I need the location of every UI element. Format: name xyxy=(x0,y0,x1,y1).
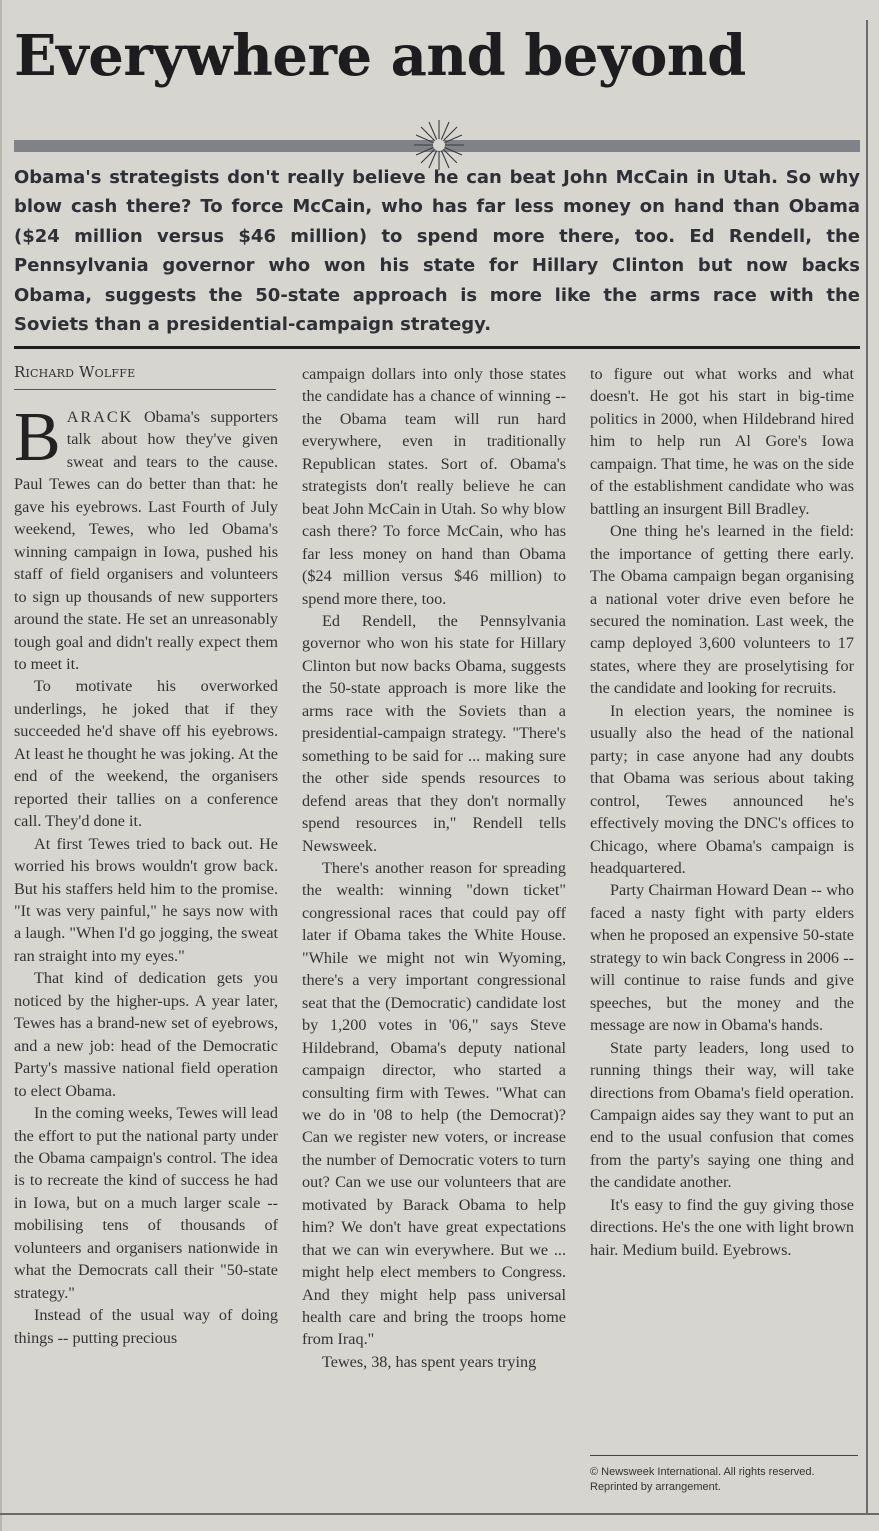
credit-divider xyxy=(590,1455,858,1456)
page-edge xyxy=(0,0,2,1531)
paragraph: Party Chairman Howard Dean -- who faced a nasty fight with party elders when he proposed an expensive 50-state strategy to win back Congress in 2006 -- will continue to raise funds and give speeches, but the money and the message are now in Obama's hands. xyxy=(590,881,854,1035)
paragraph: One thing he's learned in the field: the importance of getting there early. The Obama campaign began organising a national voter drive even before he secured the nomination. Last week, the camp deployed 3,600 volunteers to 17 states, where they are proselytising for the candidate and looking for recruits. xyxy=(590,522,854,698)
column-3 xyxy=(590,363,854,1261)
lead-caps: ARACK xyxy=(66,408,134,426)
byline: Richard Wolffe xyxy=(14,363,136,381)
paragraph-continued: campaign dollars into only those states the candidate has a chance of winning -- the Obama team will run hard everywhere, even in traditionally Republican states. Sort of. Obama's strategists don't really believe he can beat John McCain in Utah. So why blow cash there? To force McCain, who has far less money on hand than Obama ($24 million versus $46 million) to spend more there, too. xyxy=(302,365,566,608)
column-border-right xyxy=(866,20,868,1515)
reprint-line: Reprinted by arrangement. xyxy=(590,1481,721,1493)
paragraph-continued: to figure out what works and what doesn't. He got his start in big-time politics in 2000, when Hildebrand hired him to help run Al Gore's Iowa campaign. That time, he was on the side of the establishment candidate who was battling an insurgent Bill Bradley. xyxy=(590,365,854,518)
lead-paragraph xyxy=(14,399,278,675)
paragraph: In election years, the nominee is usually also the head of the national party; in case anyone had any doubts that Obama was serious about taking control, Tewes announced he's effectively moving the DNC's offices to Chicago, where Obama's campaign is headquartered. xyxy=(590,701,854,877)
copyright-line: © Newsweek International. All rights reserved. xyxy=(590,1466,815,1478)
headline: Everywhere and beyond xyxy=(14,23,746,89)
column-1 xyxy=(14,399,278,1349)
column-2 xyxy=(302,363,566,1373)
paragraph: Tewes, 38, has spent years trying xyxy=(322,1352,537,1371)
paragraph: Ed Rendell, the Pennsylvania governor who won his state for Hillary Clinton but now backs Obama, suggests the 50-state approach is more like the arms race with the Soviets than a presidential-campaign strategy. "There's something to be said for ... making sure the other side spends resources to defend areas that they don't normally spend resources in," Rendell tells Newsweek. xyxy=(302,611,566,855)
copyright-credit xyxy=(590,1465,860,1495)
paragraph: That kind of dedication gets you noticed by the higher-ups. A year later, Tewes has a brand-new set of eyebrows, and a new job: head of the Democratic Party's massive national field operation to elect Obama. xyxy=(14,969,278,1100)
paragraph: There's another reason for spreading the wealth: winning "down ticket" congressional races that could pay off later if Obama takes the White House. "While we might not win Wyoming, there's a very important congressional seat that the (Democratic) candidate lost by 1,200 votes in '06," says Steve Hildebrand, Obama's deputy national campaign director, who started a consulting firm with Tewes. "What can we do in '08 to help (the Democrat)? Can we register new voters, or increase the number of Democratic voters to turn out? Can we use our volunteers that are motivated by Barack Obama to help him? We don't have great expectations that we can win everywhere. But we ... might help elect members to Congress. And they might help pass universal health care and bring the troops home from Iraq." xyxy=(302,858,566,1349)
paragraph: State party leaders, long used to running things their way, will take directions from Obama's field operation. Campaign aides say they want to put an end to the usual confusion that comes from the party's saying one thing and the candidate another. xyxy=(590,1038,854,1192)
paragraph: It's easy to find the guy giving those directions. He's the one with light brown hair. Medium build. Eyebrows. xyxy=(590,1195,854,1259)
bottom-border xyxy=(0,1513,879,1515)
paragraph: At first Tewes tried to back out. He worried his brows wouldn't grow back. But his staffers held him to the promise. "It was very painful," he says now with a laugh. "When I'd go jogging, the sweat ran straight into my eyes." xyxy=(14,834,278,965)
deck-summary: Obama's strategists don't really believe he can beat John McCain in Utah. So why blow cash there? To force McCain, who has far less money on hand than Obama ($24 million versus $46 million) to spend more there, too. Ed Rendell, the Pennsylvania governor who won his state for Hillary Clinton but now backs Obama, suggests the 50-state approach is more like the arms race with the Soviets than a presidential-campaign strategy. xyxy=(14,167,860,336)
drop-cap: B xyxy=(14,399,61,476)
paragraph: Instead of the usual way of doing things -- putting precious xyxy=(14,1306,278,1347)
paragraph: To motivate his overworked underlings, he joked that if they succeeded he'd shave off his eyebrows. At least he thought he was joking. At the end of the weekend, the organisers reported their tallies on a conference call. They'd done it. xyxy=(14,677,278,831)
deck-divider xyxy=(14,346,860,349)
lead-text: Obama's supporters talk about how they've given sweat and tears to the cause. Paul Tewes can do better than that: he gave his eyebrows. Last Fourth of July weekend, Tewes, who led Obama's winning campaign in Iowa, pushed his staff of field organisers and volunteers to sign up thousands of new supporters around the state. He set an unreasonably tough goal and didn't really expect them to meet it. xyxy=(14,408,278,673)
byline-divider xyxy=(14,389,276,390)
paragraph: In the coming weeks, Tewes will lead the effort to put the national party under the Obama campaign's control. The idea is to recreate the kind of success he had in Iowa, but on a much larger scale -- mobilising tens of thousands of volunteers and organisers nationwide in what the Democrats call their "50-state strategy." xyxy=(14,1104,278,1302)
